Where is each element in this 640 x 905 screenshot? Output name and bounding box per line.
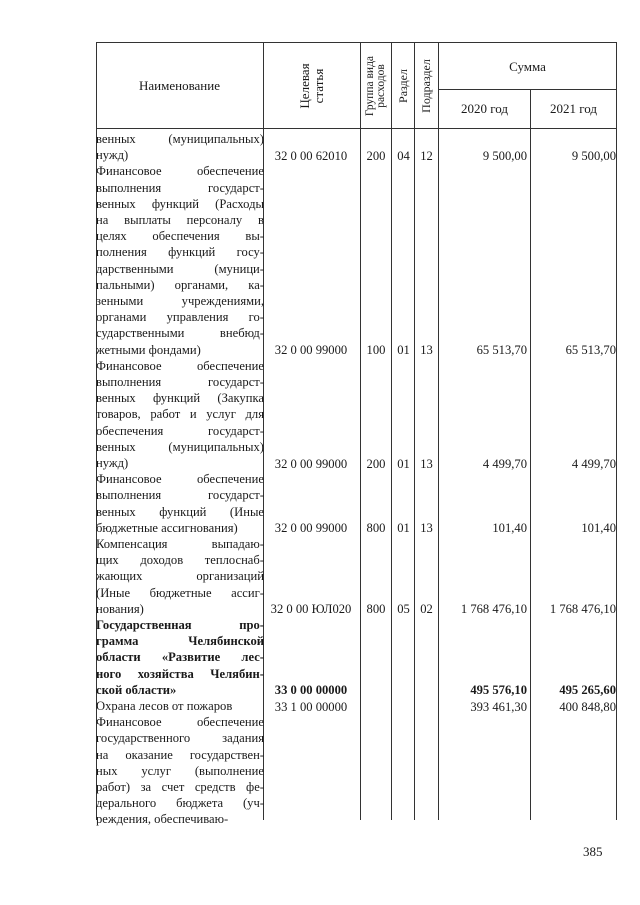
row-subsection: 12: [420, 148, 433, 163]
header-year-2021: 2021 год: [550, 101, 597, 116]
row-name: [96, 471, 264, 536]
row-name-line: венных (муниципальных): [96, 132, 264, 146]
row-name-line: нужд): [96, 456, 129, 471]
row-name-line: реждения, обеспечиваю-: [96, 812, 229, 827]
row-name: [96, 617, 264, 698]
row-name-line: области «Развитие лес-: [96, 650, 264, 665]
page-number: 385: [583, 844, 603, 859]
row-sum-2021: 65 513,70: [565, 343, 616, 358]
row-name-line: органами управления го-: [96, 310, 264, 325]
row-sum-2020: 9 500,00: [482, 148, 527, 163]
row-code: 32 0 00 ЮЛ020: [270, 602, 352, 617]
row-code: 32 0 00 99000: [274, 456, 348, 471]
row-code: 32 0 00 99000: [274, 343, 348, 358]
row-name-line: выполнения государст-: [96, 180, 264, 195]
row-name-line: грамма Челябинской: [96, 634, 264, 649]
row-name: [96, 163, 264, 357]
row-name-line: работ) за счет средств фе-: [96, 780, 264, 794]
row-sum-2021: 400 848,80: [559, 699, 616, 714]
header-name: Наименование: [139, 78, 220, 93]
row-name-line: обеспечения государст-: [96, 423, 264, 438]
row-name-line: пальными) органами, ка-: [96, 277, 264, 292]
row-name-line: Финансовое обеспечение: [96, 164, 264, 179]
header-subsection: Подраздел: [419, 59, 433, 113]
row-group: 200: [366, 148, 386, 163]
row-name-line: щих доходов теплоснаб-: [96, 553, 264, 568]
row-group: 200: [366, 456, 386, 471]
row-code: 32 0 00 62010: [274, 148, 348, 163]
row-name-line: выполнения государст-: [96, 488, 264, 503]
row-name-line: целях обеспечения вы-: [96, 229, 264, 244]
table-top-border: [96, 42, 616, 43]
row-name-line: (Иные бюджетные ассиг-: [96, 585, 264, 600]
col-border-year-split: [530, 89, 531, 820]
row-section: 04: [397, 148, 410, 163]
header-year-2020: 2020 год: [461, 101, 508, 116]
row-subsection: 02: [420, 602, 433, 617]
row-name: [96, 131, 264, 163]
row-name-line: Финансовое обеспечение: [96, 358, 264, 373]
row-name-line: жающих организаций: [96, 569, 264, 584]
row-section: 05: [397, 602, 410, 617]
row-group: 100: [366, 343, 386, 358]
row-name-line: Охрана лесов от пожаров: [96, 699, 233, 713]
row-name-line: венных функций (Расходы: [96, 196, 264, 211]
row-code: 33 0 00 00000: [274, 683, 348, 698]
header-code: Целевая статья: [297, 63, 326, 109]
row-name-line: государственного задания: [96, 731, 264, 746]
row-name-line: Финансовое обеспечение: [96, 472, 264, 487]
row-name-line: бюджетные ассигнования): [96, 520, 238, 535]
row-name-line: венных (муниципальных): [96, 439, 264, 454]
row-section: 01: [397, 521, 410, 536]
row-name-line: ного хозяйства Челябин-: [96, 666, 264, 681]
row-sum-2021: 9 500,00: [571, 148, 616, 163]
row-name-line: сударственными внебюд-: [96, 326, 264, 341]
row-sum-2021: 495 265,60: [559, 683, 616, 698]
row-name-line: ных услуг (выполнение: [96, 763, 264, 778]
row-name: [96, 714, 264, 827]
row-sum-2021: 4 499,70: [571, 456, 616, 471]
row-name-line: нужд): [96, 148, 129, 163]
row-sum-2020: 1 768 476,10: [460, 602, 527, 617]
row-sum-2020: 4 499,70: [482, 456, 527, 471]
row-name-line: венных функций (Иные: [96, 504, 264, 519]
row-code: 33 1 00 00000: [274, 699, 348, 714]
row-name: [96, 698, 264, 714]
row-subsection: 13: [420, 456, 433, 471]
row-name-line: зенными учреждениями,: [96, 294, 264, 309]
sum-subheader-divider: [439, 89, 616, 90]
row-name-line: дарственными (муници-: [96, 261, 264, 276]
row-group: 800: [366, 602, 386, 617]
row-sum-2020: 101,40: [492, 521, 527, 536]
row-code: 32 0 00 99000: [274, 521, 348, 536]
header-bottom-border: [96, 128, 616, 129]
row-name-line: венных функций (Закупка: [96, 391, 264, 406]
row-name-line: Компенсация выпадаю-: [96, 537, 264, 551]
row-name-line: нования): [96, 601, 144, 616]
row-sum-2021: 101,40: [581, 521, 616, 536]
row-sum-2020: 65 513,70: [476, 343, 527, 358]
row-group: 800: [366, 521, 386, 536]
row-name: [96, 358, 264, 471]
row-sum-2020: 393 461,30: [470, 699, 527, 714]
header-sum: Сумма: [509, 59, 546, 74]
header-section: Раздел: [396, 69, 410, 103]
row-section: 01: [397, 343, 410, 358]
row-name-line: полнения функций госу-: [96, 245, 264, 260]
row-sum-2020: 495 576,10: [470, 683, 527, 698]
row-name-line: Финансовое обеспечение: [96, 715, 264, 730]
row-subsection: 13: [420, 521, 433, 536]
col-border-right: [616, 42, 617, 820]
row-section: 01: [397, 456, 410, 471]
row-subsection: 13: [420, 343, 433, 358]
row-name-line: дерального бюджета (уч-: [96, 796, 264, 811]
row-name-line: товаров, работ и услуг для: [96, 407, 264, 422]
row-name-line: на оказание государствен-: [96, 747, 264, 762]
row-name-line: выполнения государст-: [96, 375, 264, 389]
row-name-line: ской области»: [96, 682, 177, 697]
row-name: [96, 536, 264, 617]
row-name-line: на выплаты персоналу в: [96, 213, 264, 227]
row-name-line: Государственная про-: [96, 618, 264, 632]
header-group: Группа вида расходов: [364, 55, 387, 117]
row-name-line: жетными фондами): [96, 342, 201, 357]
row-sum-2021: 1 768 476,10: [549, 602, 616, 617]
